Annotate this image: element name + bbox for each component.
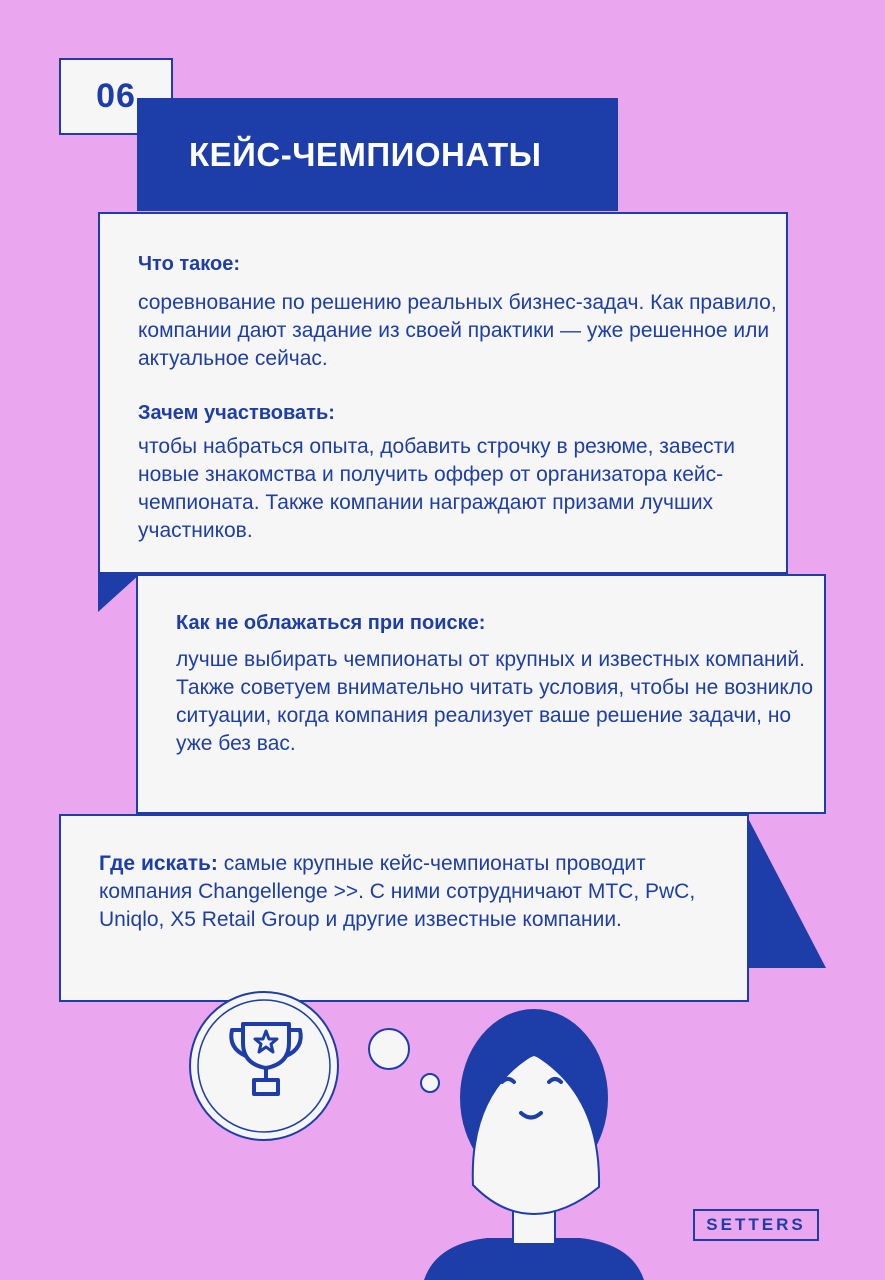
where-to-search-body: самые крупные кейс-чемпионаты проводит компания Changellenge >>. С ними сотрудничают МТС, PwC, Uniqlo, X5 Retail Group и другие известные компании. [99, 852, 696, 931]
section-number: 06 [59, 58, 173, 135]
thought-bubble-large [369, 1029, 409, 1069]
text-what-is: соревнование по решению реальных бизнес-задач. Как правило, компании дают задание из своей практики — уже решенное или актуальное сейчас. [138, 291, 777, 370]
text-why-participate: чтобы набраться опыта, добавить строчку в резюме, завести новые знакомства и получить оффер от организатора кейс-чемпионата. Также компании награждают призами лучших участников. [138, 435, 736, 542]
thought-bubble-small [421, 1074, 439, 1092]
lead-where-to-search: Где искать: [99, 852, 218, 875]
text-how-not-to-fail: лучше выбирать чемпионаты от крупных и известных компаний. Также советуем внимательно читать условия, чтобы не возникло ситуации, когда компания реализует ваше решение задачи, но уже без вас. [176, 648, 814, 755]
page-title: КЕЙС-ЧЕМПИОНАТЫ [137, 98, 618, 211]
woman-illustration [424, 1009, 644, 1280]
brand-logo: SETTERS [693, 1209, 819, 1241]
heading-why-participate: Зачем участвовать: [138, 402, 335, 424]
heading-what-is: Что такое: [138, 253, 241, 275]
heading-how-not-to-fail: Как не облажаться при поиске: [176, 612, 486, 634]
